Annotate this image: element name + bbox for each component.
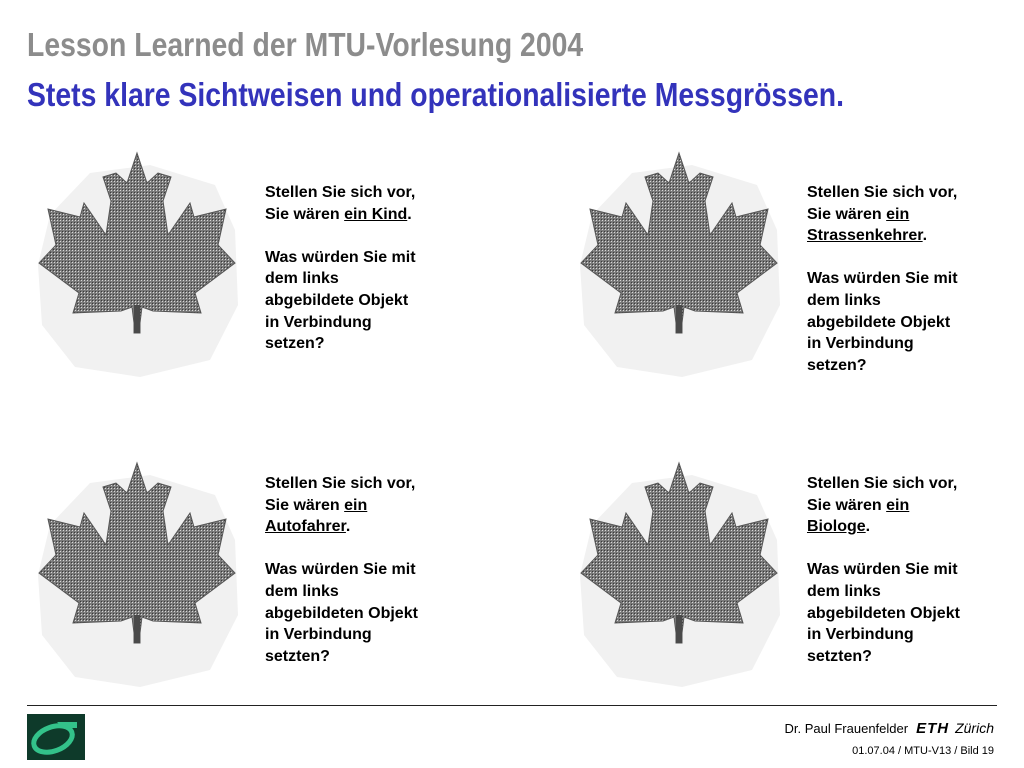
panel-text-biologist: Stellen Sie sich vor, Sie wären ein Biologe. Was würden Sie mit dem links abgebildeten Objekt in Verbindung setzten? [807,475,960,665]
institution-city: Zürich [955,720,994,736]
footer-author [785,720,994,737]
panel-text-driver: Stellen Sie sich vor, Sie wären ein Autofahrer. Was würden Sie mit dem links abgebildeten Objekt in Verbindung setzten? [265,475,418,665]
author-name: Dr. Paul Frauenfelder [784,721,909,736]
panel-text-street-sweeper: Stellen Sie sich vor, Sie wären ein Strassenkehrer. Was würden Sie mit dem links abgebildete Objekt in Verbindung setzen? [807,184,958,374]
panel-text-child: Stellen Sie sich vor, Sie wären ein Kind. Was würden Sie mit dem links abgebildete Objekt in Verbindung setzen? [265,184,416,353]
slide-subtitle: Stets klare Sichtweisen und operationalisierte Messgrössen. [27,76,844,113]
maple-leaf-icon [572,455,787,690]
page-info: 01.07.04 / MTU-V13 / Bild 19 [852,745,994,757]
logo-icon [27,714,85,760]
maple-leaf-icon [572,145,787,380]
maple-leaf-icon [30,455,245,690]
institution-logo-text: ETH [916,720,950,737]
footer-divider [27,705,997,706]
slide-title: Lesson Learned der MTU-Vorlesung 2004 [27,26,584,63]
maple-leaf-icon [30,145,245,380]
